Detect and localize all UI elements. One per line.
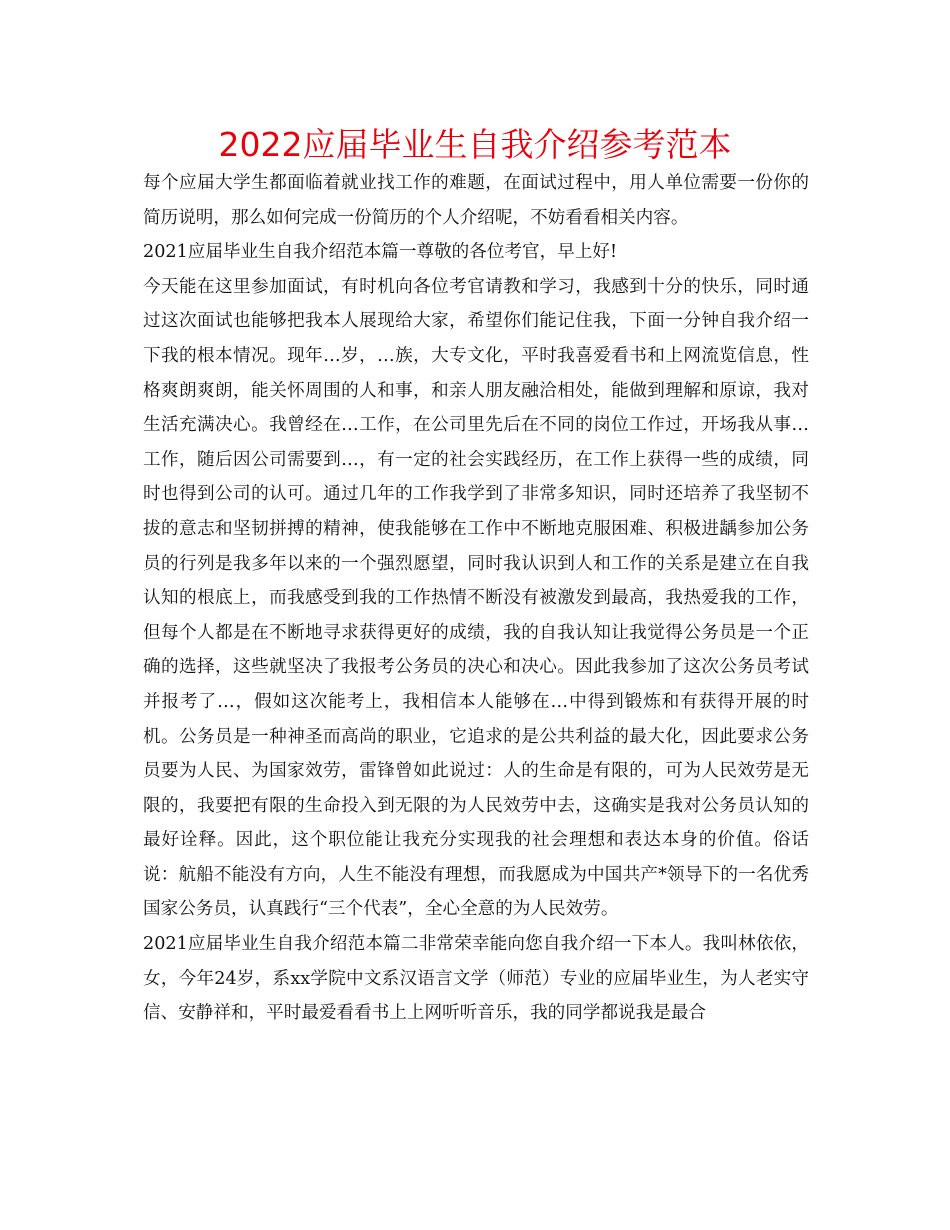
paragraph-intro: 每个应届大学生都面临着就业找工作的难题，在面试过程中，用人单位需要一份你的简历说明，那么如何完成一份简历的个人介绍呢，不妨看看相关内容。 [143, 173, 809, 228]
paragraph-sample-one-heading: 2021应届毕业生自我介绍范本篇一尊敬的各位考官，早上好! [143, 242, 618, 263]
document-body [143, 166, 809, 1031]
paragraph-sample-one-body: 今天能在这里参加面试，有时机向各位考官请教和学习，我感到十分的快乐，同时通过这次面试也能够把我本人展现给大家，希望你们能记住我，下面一分钟自我介绍一下我的根本情况。现年…岁，…族，大专文化，平时我喜爱看书和上网流览信息，性格爽朗爽朗，能关怀周围的人和事，和亲人朋友融洽相处，能做到理解和原谅，我对生活充满决心。我曾经在…工作，在公司里先后在不同的岗位工作过，开场我从事…工作，随后因公司需要到…，有一定的社会实践经历，在工作上获得一些的成绩，同时也得到公司的认可。通过几年的工作我学到了非常多知识，同时还培养了我坚韧不拔的意志和坚韧拼搏的精神，使我能够在工作中不断地克服困难、积极进龋参加公务员的行列是我多年以来的一个强烈愿望，同时我认识到人和工作的关系是建立在自我认知的根底上，而我感受到我的工作热情不断没有被激发到最高，我热爱我的工作，但每个人都是在不断地寻求获得更好的成绩，我的自我认知让我觉得公务员是一个正确的选择，这些就坚决了我报考公务员的决心和决心。因此我参加了这次公务员考试并报考了…，假如这次能考上，我相信本人能够在…中得到锻炼和有获得开展的时机。公务员是一种神圣而高尚的职业，它追求的是公共利益的最大化，因此要求公务员要为人民、为国家效劳，雷锋曾如此说过：人的生命是有限的，可为人民效劳是无限的，我要把有限的生命投入到无限的为人民效劳中去，这确实是我对公务员认知的最好诠释。因此，这个职位能让我充分实现我的社会理想和表达本身的价值。俗话说：航船不能没有方向，人生不能没有理想，而我愿成为中国共产*领导下的一名优秀国家公务员，认真践行“三个代表”，全心全意的为人民效劳。 [143, 276, 809, 920]
document-title: 2022应届毕业生自我介绍参考范本 [218, 125, 732, 164]
paragraph-sample-two: 2021应届毕业生自我介绍范本篇二非常荣幸能向您自我介绍一下本人。我叫林依依，女，今年24岁，系xx学院中文系汉语言文学（师范）专业的应届毕业生，为人老实守信、安静祥和，平时最爱看看书上上网听听音乐，我的同学都说我是最合 [143, 934, 809, 1024]
